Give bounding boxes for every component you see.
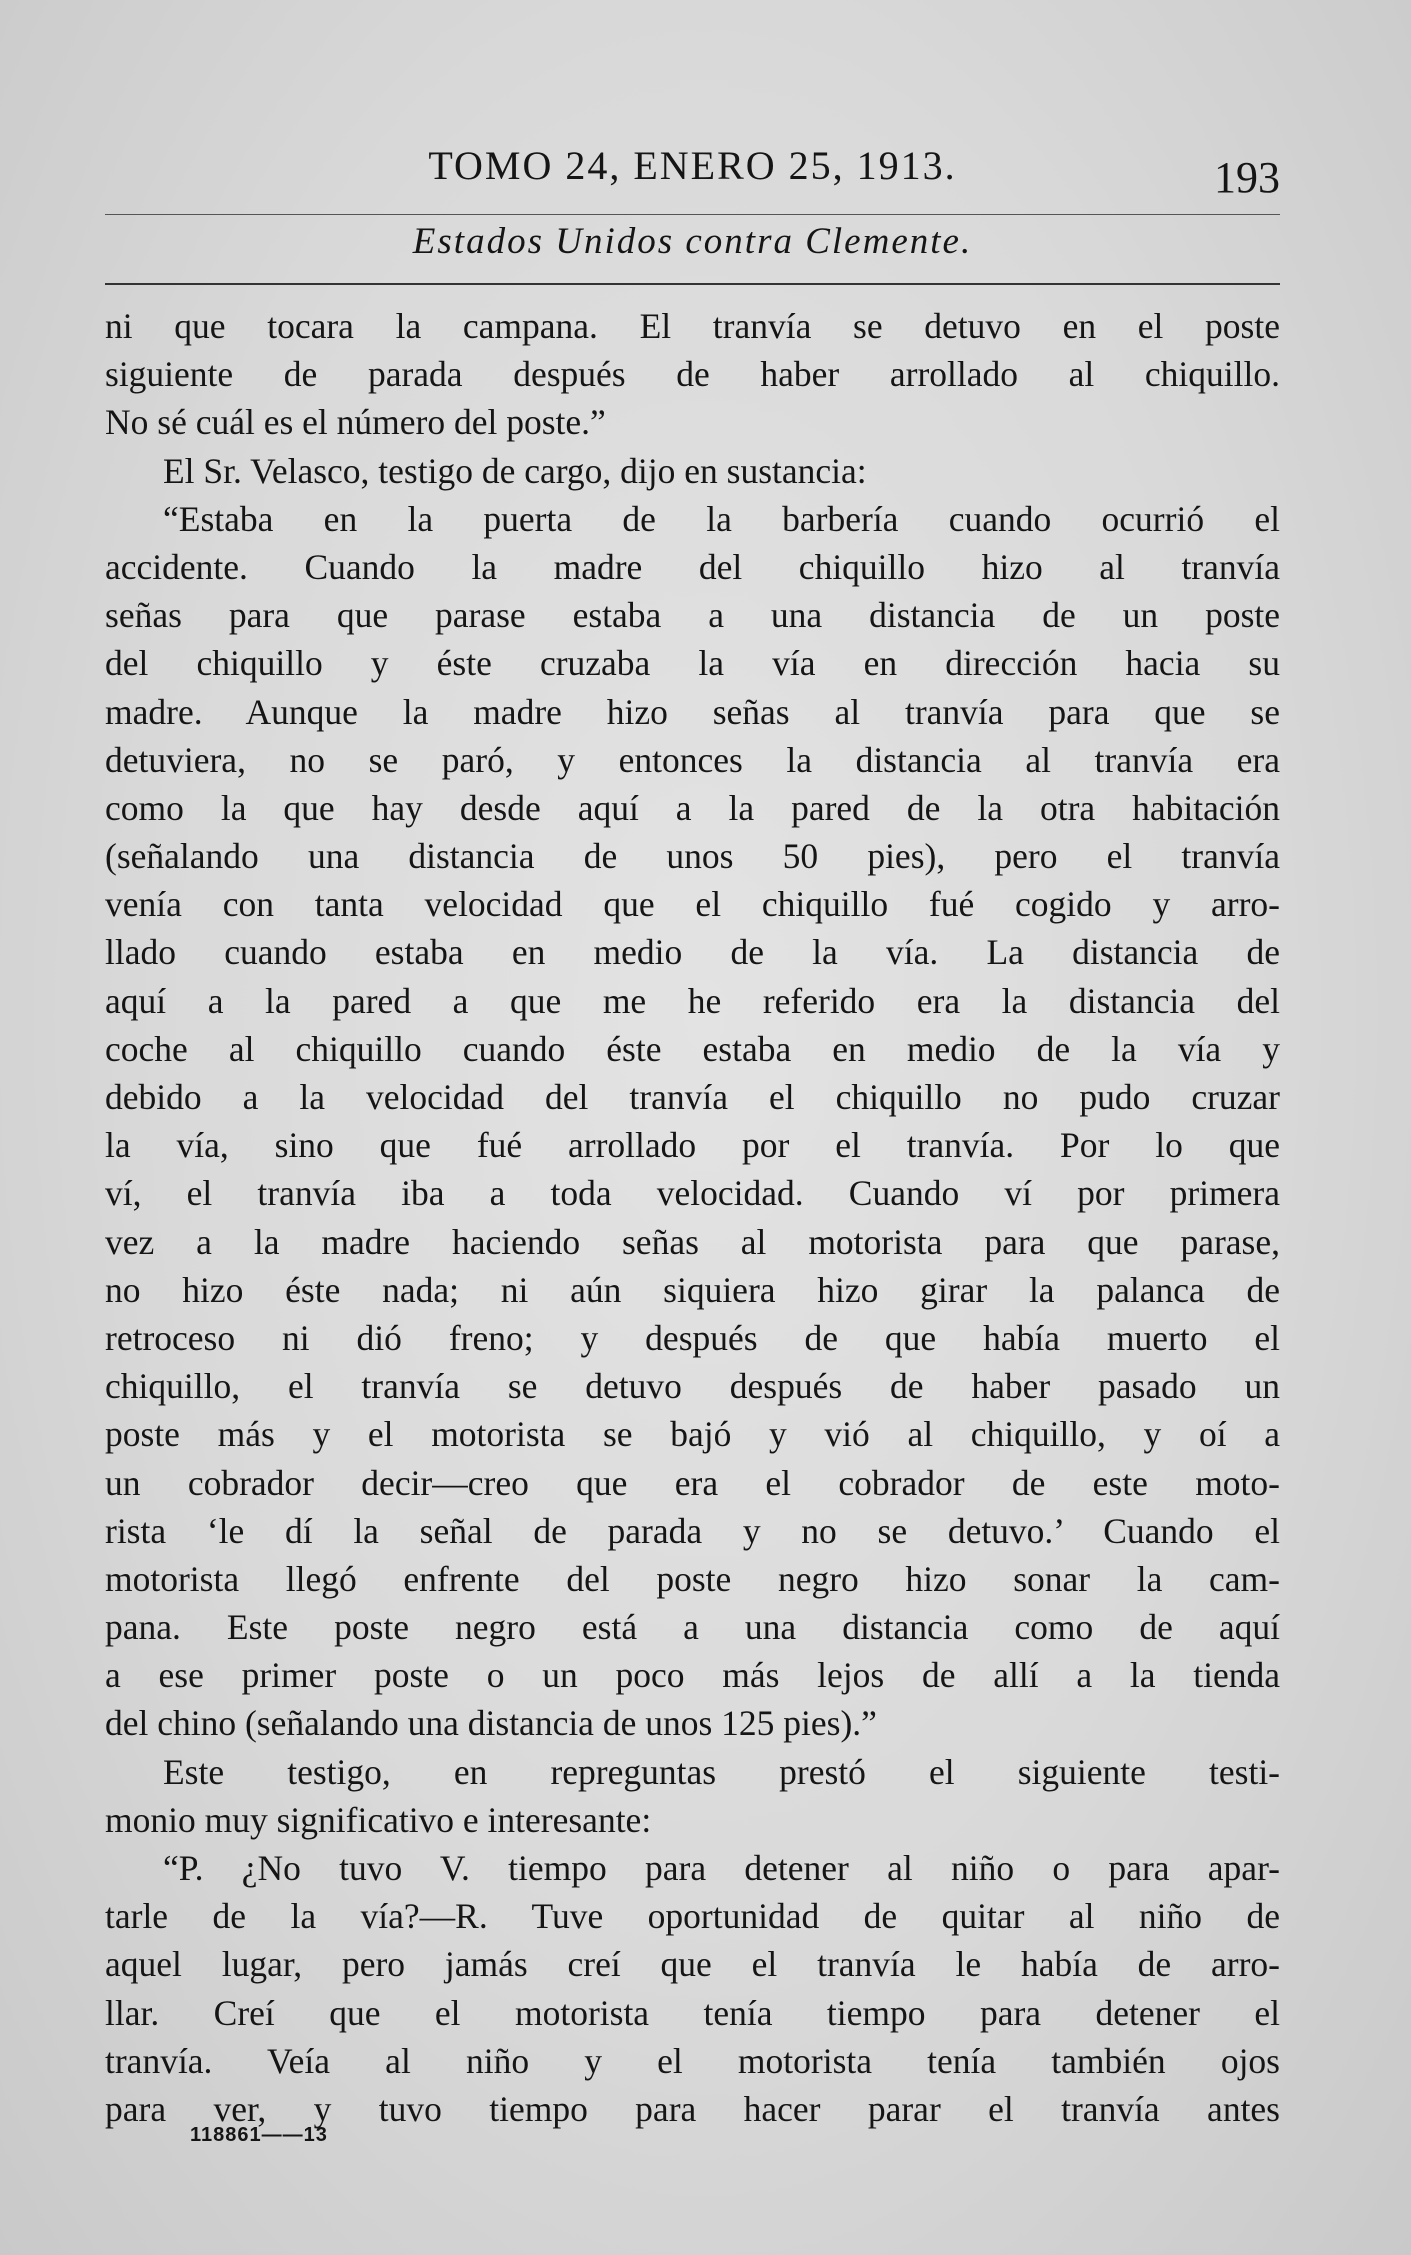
text-line: No sé cuál es el número del poste.” (105, 402, 606, 443)
text-line: llar. Creí que el motorista tenía tiempo para detener el (105, 1992, 1280, 2033)
text-line: señas para que parase estaba a una distancia de un poste (105, 595, 1280, 636)
text-line: la vía, sino que fué arrollado por el tranvía. Por lo que (105, 1125, 1280, 1166)
text-line: como la que hay desde aquí a la pared de la otra habitación (105, 787, 1280, 828)
text-line: del chino (señalando una distancia de unos 125 pies).” (105, 1703, 877, 1744)
text-line: del chiquillo y éste cruzaba la vía en dirección hacia su (105, 643, 1280, 684)
text-line: tranvía. Veía al niño y el motorista tenía también ojos (105, 2040, 1280, 2081)
text-line: aquí a la pared a que me he referido era la distancia del (105, 980, 1280, 1021)
page-number: 193 (1214, 153, 1280, 202)
text-line: tarle de la vía?—R. Tuve oportunidad de quitar al niño de (105, 1896, 1280, 1937)
text-line: a ese primer poste o un poco más lejos de allí a la tienda (105, 1655, 1280, 1696)
text-line: poste más y el motorista se bajó y vió al chiquillo, y oí a (105, 1414, 1280, 1455)
running-header (105, 142, 1280, 212)
text-line: ni que tocara la campana. El tranvía se detuvo en el poste (105, 306, 1280, 346)
text-line: debido a la velocidad del tranvía el chiquillo no pudo cruzar (105, 1077, 1280, 1117)
text-line: “Estaba en la puerta de la barbería cuando ocurrió el (163, 498, 1280, 539)
text-line: madre. Aunque la madre hizo señas al tranvía para que se (105, 691, 1280, 732)
text-line: siguiente de parada después de haber arrollado al chiquillo. (105, 354, 1280, 395)
text-line: venía con tanta velocidad que el chiquillo fué cogido y arro- (105, 884, 1280, 925)
header-rule-bottom (105, 283, 1280, 285)
text-line: ví, el tranvía iba a toda velocidad. Cuando ví por primera (105, 1173, 1280, 1214)
text-line: llado cuando estaba en medio de la vía. La distancia de (105, 932, 1280, 973)
text-line: un cobrador decir—creo que era el cobrador de este moto- (105, 1462, 1280, 1503)
text-line: chiquillo, el tranvía se detuvo después de haber pasado un (105, 1366, 1280, 1407)
text-line: para ver, y tuvo tiempo para hacer parar el tranvía antes (105, 2088, 1280, 2129)
text-line: “P. ¿No tuvo V. tiempo para detener al niño o para apar- (163, 1848, 1280, 1888)
text-line: pana. Este poste negro está a una distancia como de aquí (105, 1607, 1280, 1648)
volume-date-heading: TOMO 24, ENERO 25, 1913. (428, 143, 957, 188)
header-rule-top (105, 214, 1280, 215)
text-line: monio muy significativo e interesante: (105, 1799, 652, 1840)
text-line: detuviera, no se paró, y entonces la distancia al tranvía era (105, 739, 1280, 780)
text-line: no hizo éste nada; ni aún siquiera hizo girar la palanca de (105, 1269, 1280, 1310)
printer-signature: 118861——13 (190, 2124, 328, 2146)
text-line: accidente. Cuando la madre del chiquillo hizo al tranvía (105, 546, 1280, 587)
text-line: vez a la madre haciendo señas al motorista para que parase, (105, 1221, 1280, 1262)
text-line: motorista llegó enfrente del poste negro hizo sonar la cam- (105, 1558, 1280, 1599)
text-line: coche al chiquillo cuando éste estaba en medio de la vía y (105, 1028, 1280, 1069)
case-title: Estados Unidos contra Clemente. (412, 221, 973, 262)
text-line: aquel lugar, pero jamás creí que el tranvía le había de arro- (105, 1944, 1280, 1985)
body-text (105, 302, 1280, 2133)
text-line: El Sr. Velasco, testigo de cargo, dijo en sustancia: (163, 450, 867, 491)
text-line: Este testigo, en repreguntas prestó el siguiente testi- (163, 1751, 1280, 1792)
text-line: retroceso ni dió freno; y después de que había muerto el (105, 1317, 1280, 1358)
text-line: rista ‘le dí la señal de parada y no se detuvo.’ Cuando el (105, 1510, 1280, 1551)
text-line: (señalando una distancia de unos 50 pies), pero el tranvía (105, 836, 1280, 877)
